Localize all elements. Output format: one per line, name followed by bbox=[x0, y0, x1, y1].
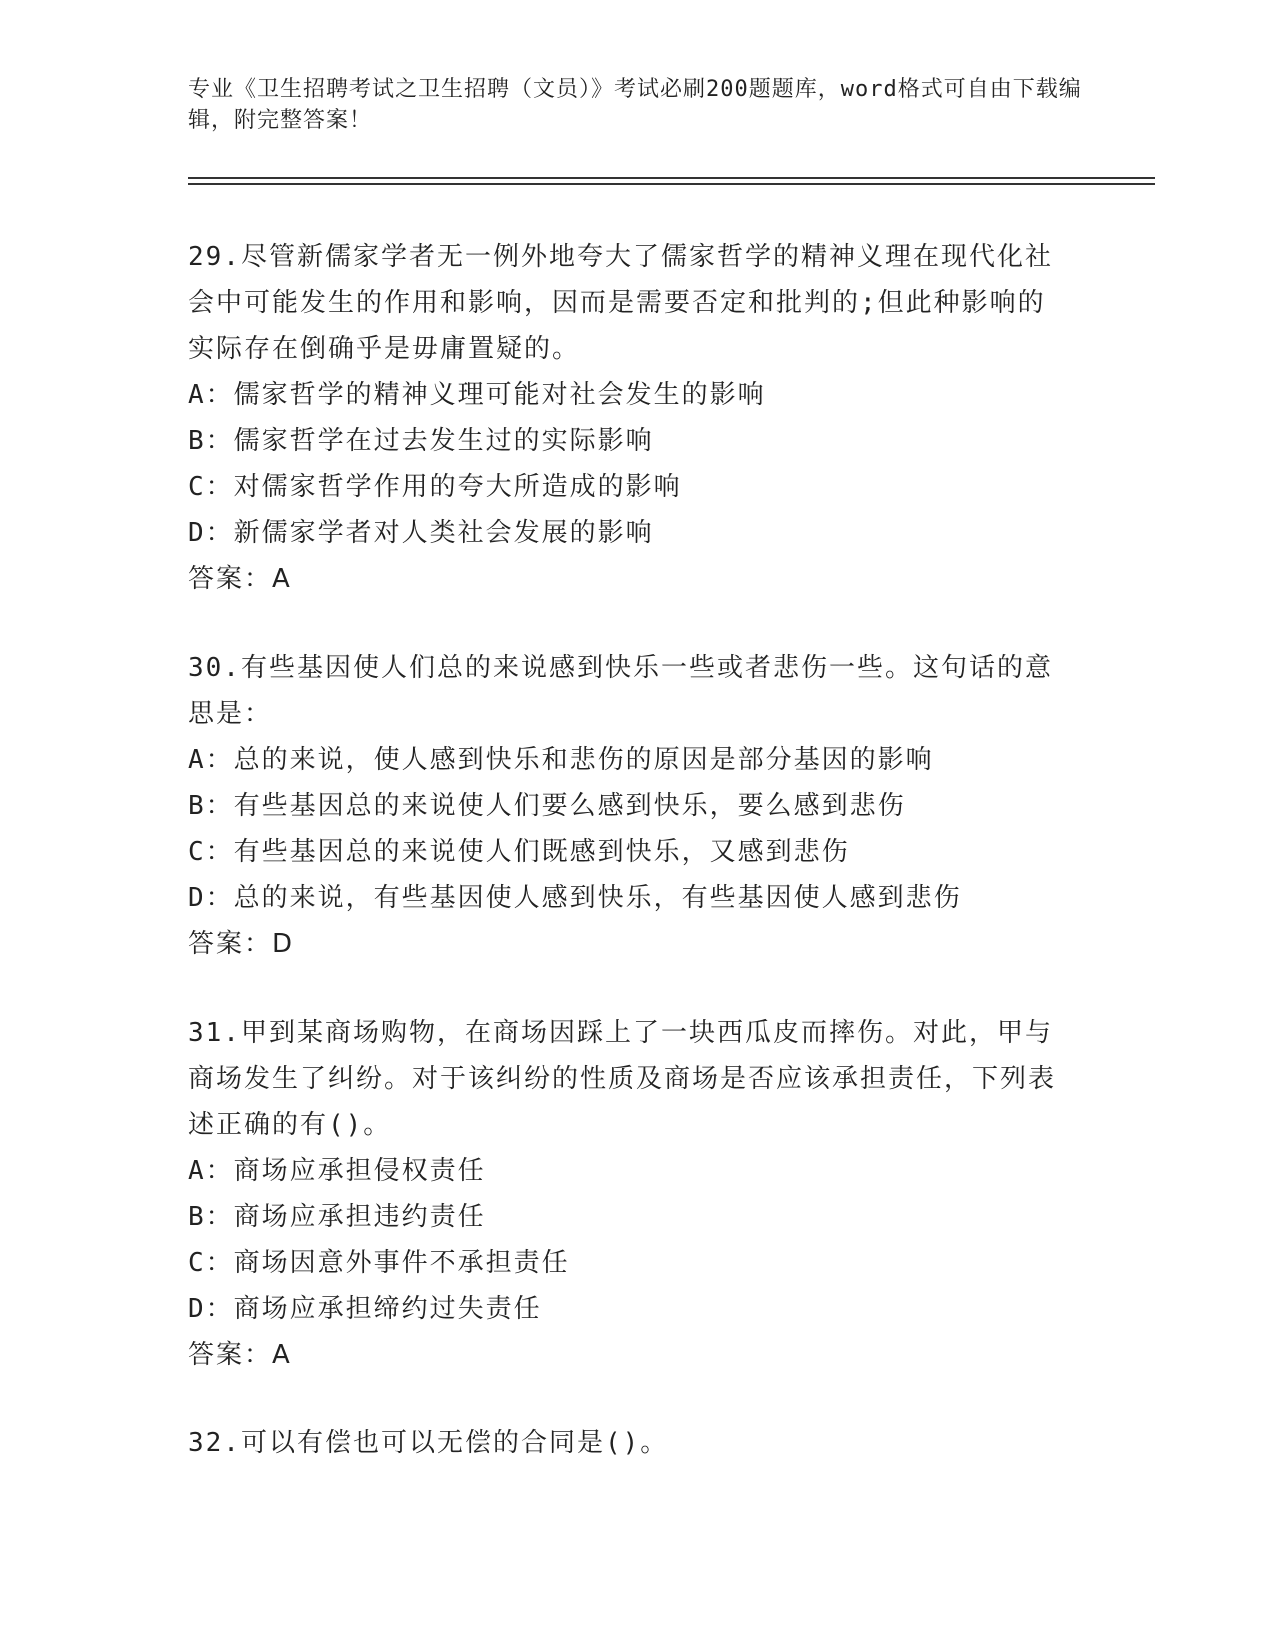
option-b: B：商场应承担违约责任 bbox=[188, 1202, 486, 1232]
question-32 bbox=[188, 1420, 1068, 1466]
option-d: D：总的来说，有些基因使人感到快乐，有些基因使人感到悲伤 bbox=[188, 883, 962, 913]
option-a: A：总的来说，使人感到快乐和悲伤的原因是部分基因的影响 bbox=[188, 745, 934, 775]
option-d: D：新儒家学者对人类社会发展的影响 bbox=[188, 518, 654, 548]
option-d: D：商场应承担缔约过失责任 bbox=[188, 1294, 542, 1324]
question-stem: 30.有些基因使人们总的来说感到快乐一些或者悲伤一些。这句话的意思是： bbox=[188, 653, 1053, 729]
answer-line: 答案：A bbox=[188, 564, 292, 594]
option-b: B：有些基因总的来说使人们要么感到快乐，要么感到悲伤 bbox=[188, 791, 906, 821]
question-stem: 29.尽管新儒家学者无一例外地夸大了儒家哲学的精神义理在现代化社会中可能发生的作用和影响，因而是需要否定和批判的;但此种影响的实际存在倒确乎是毋庸置疑的。 bbox=[188, 242, 1053, 364]
option-c: C：对儒家哲学作用的夸大所造成的影响 bbox=[188, 472, 682, 502]
question-29 bbox=[188, 234, 1068, 602]
option-b: B：儒家哲学在过去发生过的实际影响 bbox=[188, 426, 654, 456]
answer-line: 答案：D bbox=[188, 929, 295, 959]
question-30 bbox=[188, 645, 1068, 967]
header-divider-bottom bbox=[188, 183, 1155, 185]
answer-line: 答案：A bbox=[188, 1340, 292, 1370]
question-31 bbox=[188, 1010, 1068, 1378]
document-header: 专业《卫生招聘考试之卫生招聘（文员）》考试必刷200题题库，word格式可自由下载编辑，附完整答案！ bbox=[188, 77, 1082, 133]
question-stem: 31.甲到某商场购物，在商场因踩上了一块西瓜皮而摔伤。对此，甲与商场发生了纠纷。对于该纠纷的性质及商场是否应该承担责任，下列表述正确的有()。 bbox=[188, 1018, 1057, 1140]
option-c: C：商场因意外事件不承担责任 bbox=[188, 1248, 570, 1278]
option-c: C：有些基因总的来说使人们既感到快乐，又感到悲伤 bbox=[188, 837, 850, 867]
option-a: A：儒家哲学的精神义理可能对社会发生的影响 bbox=[188, 380, 766, 410]
header-divider-top bbox=[188, 177, 1155, 179]
option-a: A：商场应承担侵权责任 bbox=[188, 1156, 486, 1186]
question-stem: 32.可以有偿也可以无偿的合同是()。 bbox=[188, 1428, 669, 1458]
